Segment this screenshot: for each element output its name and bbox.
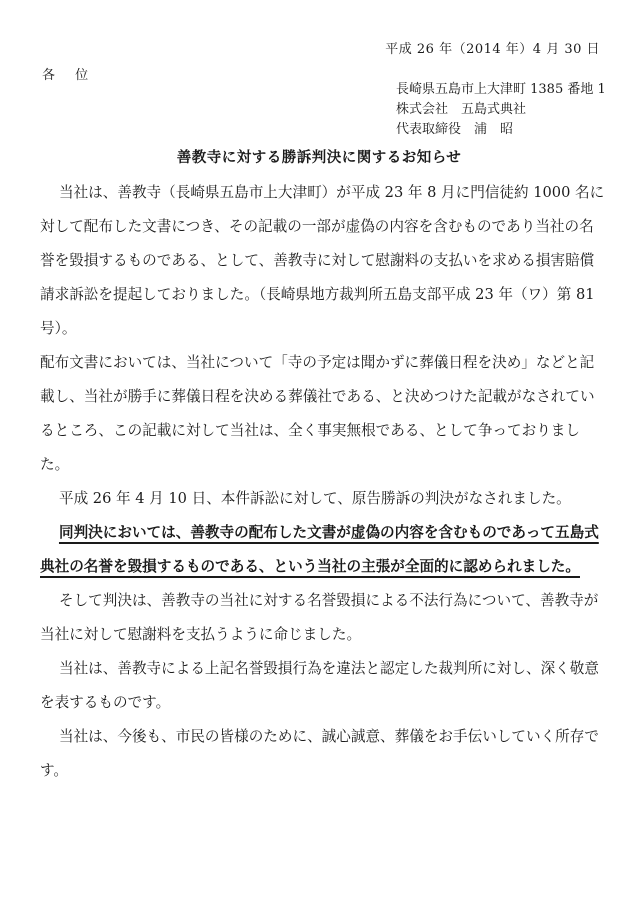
recipient-line: 各 位 [42, 68, 97, 83]
document-body [40, 176, 606, 788]
paragraph-judgment-finding [40, 516, 606, 584]
paragraph-judgment-date: 平成 26 年 4 月 10 日、本件訴訟に対して、原告勝訴の判決がなされました。 [58, 490, 571, 507]
sender-company: 株式会社 五島式典社 [396, 102, 527, 117]
underlined-finding: 同判決においては、善教寺の配布した文書が虚偽の内容を含むものであって五島式典社の名誉を毀損するものである、という当社の主張が全面的に認められました。 [40, 524, 599, 575]
paragraph-disputed-statement: 配布文書においては、当社について「寺の予定は聞かずに葬儀日程を決め」などと記載し、当社が勝手に葬儀日程を決める葬儀社である、と決めつけた記載がなされているところ、この記載に対して当社は、全く事実無根である、として争っておりました。 [40, 354, 595, 473]
sender-block [396, 80, 606, 140]
document-date: 平成 26 年（2014 年）4 月 30 日 [385, 42, 600, 57]
document-title: 善教寺に対する勝訴判決に関するお知らせ [176, 149, 462, 166]
paragraph-respect-court: 当社は、善教寺による上記名誉毀損行為を違法と認定した裁判所に対し、深く敬意を表するものです。 [40, 660, 599, 711]
paragraph-lawsuit-background: 当社は、善教寺（長崎県五島市上大津町）が平成 23 年 8 月に門信徒約 1000 名に対して配布した文書につき、その記載の一部が虚偽の内容を含むものであり当社の名誉を毀損するものである、として、善教寺に対して慰謝料の支払いを求める損害賠償請求訴訟を提起しておりました。（長崎県地方裁判所五島支部平成 23 年（ワ）第 81 号）。 [40, 184, 605, 337]
paragraph-damages-order: そして判決は、善教寺の当社に対する名誉毀損による不法行為について、善教寺が当社に対して慰謝料を支払うように命じました。 [40, 592, 599, 643]
sender-representative: 代表取締役 浦 昭 [396, 122, 514, 137]
sender-address: 長崎県五島市上大津町 1385 番地 1 [396, 82, 606, 97]
paragraph-closing: 当社は、今後も、市民の皆様のために、誠心誠意、葬儀をお手伝いしていく所存です。 [40, 728, 599, 779]
